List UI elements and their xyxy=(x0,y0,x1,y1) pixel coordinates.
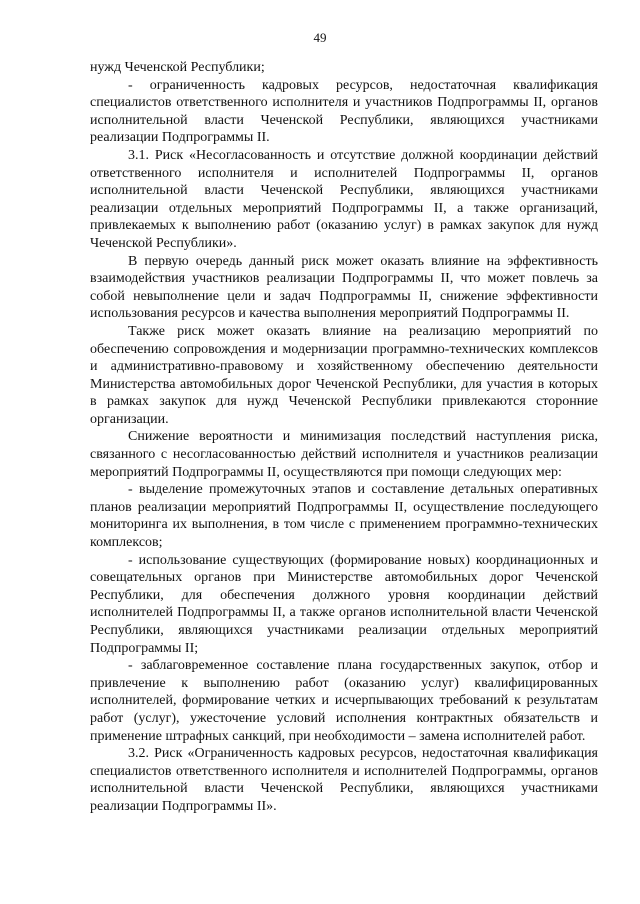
paragraph: Также риск может оказать влияние на реализацию мероприятий по обеспечению сопровождения и модернизации программно-технических комплексов и административно-правовому и хозяйственному обеспечению деятельности Министерства автомобильных дорог Чеченской Республики, для участия в которых в рамках закупок для нужд Чеченской Республики привлекаются сторонние организации. xyxy=(90,323,598,427)
body-text xyxy=(90,59,598,816)
paragraph: 3.2. Риск «Ограниченность кадровых ресурсов, недостаточная квалификация специалистов ответственного исполнителя и исполнителей Подпрограммы, органов исполнительной власти Чеченской Республики, являющихся участниками реализации Подпрограммы II». xyxy=(90,746,598,814)
paragraph: 3.1. Риск «Несогласованность и отсутствие должной координации действий ответственного исполнителя и исполнителей Подпрограммы II, органов исполнительной власти Чеченской Республики, являющихся участниками реализации отдельных мероприятий Подпрограммы II, а также организаций, привлекаемых к выполнению работ (оказанию услуг) в рамках закупок для нужд Чеченской Республики». xyxy=(90,147,598,251)
page-number: 49 xyxy=(313,30,327,45)
paragraph: - заблаговременное составление плана государственных закупок, отбор и привлечение к выполнению работ (оказанию услуг) квалифицированных исполнителей, формирование четких и исчерпывающих требований к результатам работ (услуг), ужесточение условий исполнения контрактных обязательств и применение штрафных санкций, при необходимости – замена исполнителей работ. xyxy=(90,658,598,744)
paragraph: нужд Чеченской Республики; xyxy=(90,60,265,75)
paragraph: - использование существующих (формирование новых) координационных и совещательных органов при Министерстве автомобильных дорог Чеченской Республики, для обеспечения должного уровня координации действий исполнителей Подпрограммы II, а также органов исполнительной власти Чеченской Республики, являющихся участниками реализации отдельных мероприятий Подпрограммы II; xyxy=(90,552,598,656)
paragraph: - ограниченность кадровых ресурсов, недостаточная квалификация специалистов ответственного исполнителя и участников Подпрограммы II, органов исполнительной власти Чеченской Республики, являющихся участниками реализации Подпрограммы II. xyxy=(90,77,598,146)
paragraph: В первую очередь данный риск может оказать влияние на эффективность взаимодействия участников реализации Подпрограммы II, что может повлечь за собой невыполнение цели и задач Подпрограммы II, снижение эффективности использования ресурсов и качества выполнения мероприятий Подпрограммы II. xyxy=(90,253,598,322)
paragraph: - выделение промежуточных этапов и составление детальных оперативных планов реализации мероприятий Подпрограммы II, осуществление последующего мониторинга их выполнения, в том числе с применением программно-технических комплексов; xyxy=(90,482,598,551)
paragraph: Снижение вероятности и минимизация последствий наступления риска, связанного с несогласованностью действий исполнителя и участников реализации мероприятий Подпрограммы II, осуществляются при помощи следующих мер: xyxy=(90,429,598,480)
